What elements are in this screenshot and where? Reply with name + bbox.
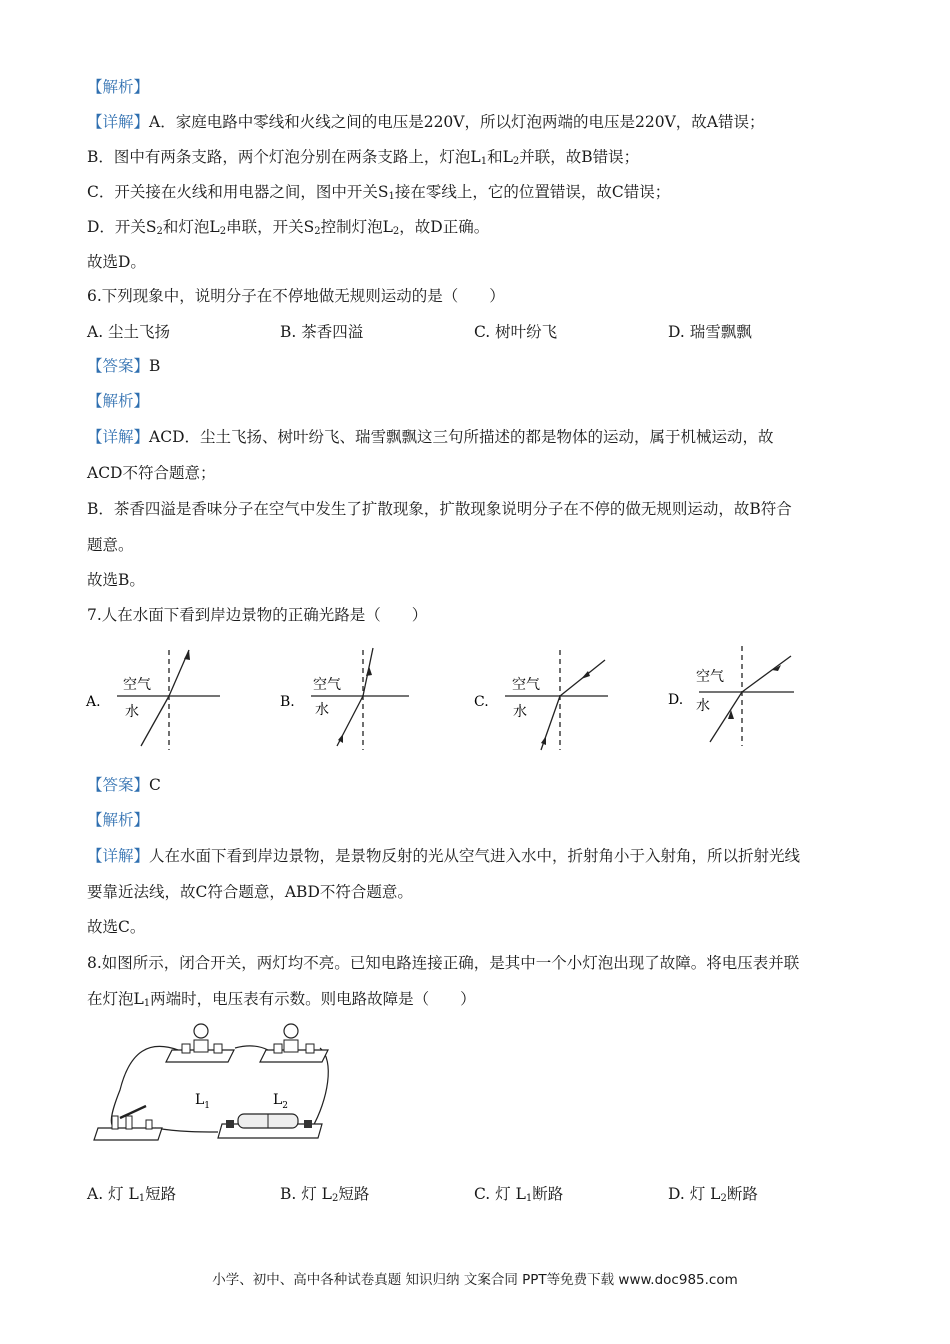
q8-option-c-post: 断路 <box>532 1185 564 1203</box>
q8-option-b <box>280 1184 369 1204</box>
q5-line-b-post: 并联，故B错误； <box>519 148 640 166</box>
q6-option-a: A. 尘土飞扬 <box>87 323 171 341</box>
q7-diagram-c-air: 空气 <box>512 677 540 693</box>
q8-circuit-svg <box>90 1020 340 1152</box>
q6-option-d: D. 瑞雪飘飘 <box>668 323 752 341</box>
q5-analysis-tag: 【解析】 <box>87 78 150 96</box>
q8-question-2-sub: 1 <box>143 998 151 1009</box>
q5-line-d-s2: 2 <box>219 226 227 237</box>
q7-question: 7.人在水面下看到岸边景物的正确光路是（ ） <box>87 606 428 624</box>
q6-detail-tag: 【详解】 <box>87 428 150 446</box>
q5-detail-b <box>87 147 639 167</box>
q8-option-d-sub: 2 <box>720 1193 727 1204</box>
q5-line-b-mid: 和L <box>487 148 513 166</box>
q7-diagram-d-water: 水 <box>696 698 710 714</box>
q7-answer <box>87 775 161 795</box>
q8-option-d <box>668 1184 758 1204</box>
q5-line-d-s3: 2 <box>314 226 321 237</box>
q8-option-d-pre: D. 灯 L <box>668 1185 721 1203</box>
q5-detail-c <box>87 182 670 202</box>
q6-answer <box>87 356 160 376</box>
q7-diagram-d-letter: D. <box>668 692 684 708</box>
q5-detail-tag: 【详解】 <box>87 113 150 131</box>
q8-label-l2-main: L <box>273 1092 283 1108</box>
q6-answer-value: B <box>149 357 161 375</box>
q5-line-d-4: 控制灯泡L <box>320 218 393 236</box>
q5-line-d-3: 串联，开关S <box>226 218 315 236</box>
q7-diagram-a-letter: A. <box>86 694 101 710</box>
q6-detail-4: 题意。 <box>87 536 134 554</box>
q6-question: 6.下列现象中，说明分子在不停地做无规则运动的是（ ） <box>87 287 505 305</box>
q8-option-a-post: 短路 <box>145 1185 177 1203</box>
q7-diagram-a-water: 水 <box>125 704 139 720</box>
q7-diagram-c-letter: C. <box>474 694 489 710</box>
q7-conclusion: 故选C。 <box>87 918 146 936</box>
q7-diagram-d-svg <box>669 644 809 754</box>
q8-option-c-pre: C. 灯 L <box>474 1185 526 1203</box>
q5-line-c-pre: C．开关接在火线和用电器之间，图中开关S <box>87 183 389 201</box>
q5-line-b-pre: B．图中有两条支路，两个灯泡分别在两条支路上，灯泡L <box>87 148 481 166</box>
q7-analysis-tag: 【解析】 <box>87 811 150 829</box>
q7-diagram-b-water: 水 <box>315 702 329 718</box>
q5-line-d-s4: 2 <box>392 226 400 237</box>
q6-option-c: C. 树叶纷飞 <box>474 323 558 341</box>
q8-option-b-pre: B. 灯 L <box>280 1185 332 1203</box>
q6-conclusion: 故选B。 <box>87 571 145 589</box>
q5-line-d-2: 和灯泡L <box>162 218 220 236</box>
q8-option-a-sub: 1 <box>138 1193 146 1204</box>
q8-option-b-sub: 2 <box>331 1193 339 1204</box>
q8-label-l1-sub: 1 <box>204 1101 211 1111</box>
q8-label-l1-main: L <box>195 1092 205 1108</box>
q7-answer-value: C <box>149 776 161 794</box>
q8-option-c-sub: 1 <box>525 1193 533 1204</box>
q5-detail-d <box>87 217 489 237</box>
q5-line-a: A．家庭电路中零线和火线之间的电压是220V，所以灯泡两端的电压是220V，故A错误； <box>149 113 765 131</box>
q5-line-b-sub2: 2 <box>512 156 520 167</box>
q7-answer-tag: 【答案】 <box>87 776 150 794</box>
q7-diagram-d <box>669 644 809 758</box>
q7-diagram-c <box>475 644 615 758</box>
q5-line-d-1: D．开关S <box>87 218 157 236</box>
q5-conclusion: 故选D。 <box>87 253 146 271</box>
q5-line-d-s1: 2 <box>156 226 163 237</box>
q8-question-2-pre: 在灯泡L <box>87 990 144 1008</box>
q6-analysis-tag: 【解析】 <box>87 392 150 410</box>
q7-diagram-b-letter: B. <box>280 694 295 710</box>
q5-line-b-sub1: 1 <box>480 156 488 167</box>
q5-line-c-sub: 1 <box>388 191 395 202</box>
q7-detail-1 <box>87 846 800 866</box>
q7-diagram-b-svg <box>281 644 421 754</box>
q8-question-1: 8.如图所示，闭合开关，两灯均不亮。已知电路连接正确，是其中一个小灯泡出现了故障。将电压表并联 <box>87 954 800 972</box>
q8-option-a-pre: A. 灯 L <box>87 1185 139 1203</box>
q6-detail-2: ACD不符合题意； <box>87 464 216 482</box>
q7-diagram-d-air: 空气 <box>696 669 724 685</box>
q7-diagram-b-air: 空气 <box>313 677 341 693</box>
q6-detail-1 <box>87 427 774 447</box>
q7-diagram-b <box>281 644 421 758</box>
q7-diagram-a-air: 空气 <box>123 677 151 693</box>
q6-detail-1-text: ACD．尘土飞扬、树叶纷飞、瑞雪飘飘这三句所描述的都是物体的运动，属于机械运动，故 <box>149 428 774 446</box>
q7-detail-tag: 【详解】 <box>87 847 150 865</box>
q8-label-l2 <box>273 1092 288 1111</box>
q7-diagram-a <box>87 644 227 758</box>
q7-diagram-a-svg <box>87 644 227 754</box>
q8-label-l1 <box>195 1092 210 1111</box>
q5-detail-a <box>87 112 764 132</box>
q8-option-c <box>474 1184 563 1204</box>
q5-line-c-post: 接在零线上，它的位置错误，故C错误； <box>394 183 671 201</box>
q7-diagram-c-svg <box>475 644 615 754</box>
q6-detail-3: B．茶香四溢是香味分子在空气中发生了扩散现象，扩散现象说明分子在不停的做无规则运动，故B符合 <box>87 500 792 518</box>
q8-question-2-post: 两端时，电压表有示数。则电路故障是（ ） <box>150 990 476 1008</box>
q7-diagram-c-water: 水 <box>513 704 527 720</box>
page-footer: 小学、初中、高中各种试卷真题 知识归纳 文案合同 PPT等免费下载 www.doc985.com <box>212 1272 738 1288</box>
q6-answer-tag: 【答案】 <box>87 357 150 375</box>
q8-option-a <box>87 1184 176 1204</box>
q8-circuit-diagram <box>90 1020 340 1156</box>
q8-question-2 <box>87 989 476 1009</box>
q7-detail-1-text: 人在水面下看到岸边景物，是景物反射的光从空气进入水中，折射角小于入射角，所以折射光线 <box>149 847 801 865</box>
q8-option-b-post: 短路 <box>338 1185 370 1203</box>
q7-detail-2: 要靠近法线，故C符合题意，ABD不符合题意。 <box>87 883 413 901</box>
q8-option-d-post: 断路 <box>726 1185 758 1203</box>
q5-line-d-5: ，故D正确。 <box>399 218 490 236</box>
q8-label-l2-sub: 2 <box>282 1101 289 1111</box>
q6-option-b: B. 茶香四溢 <box>280 323 364 341</box>
